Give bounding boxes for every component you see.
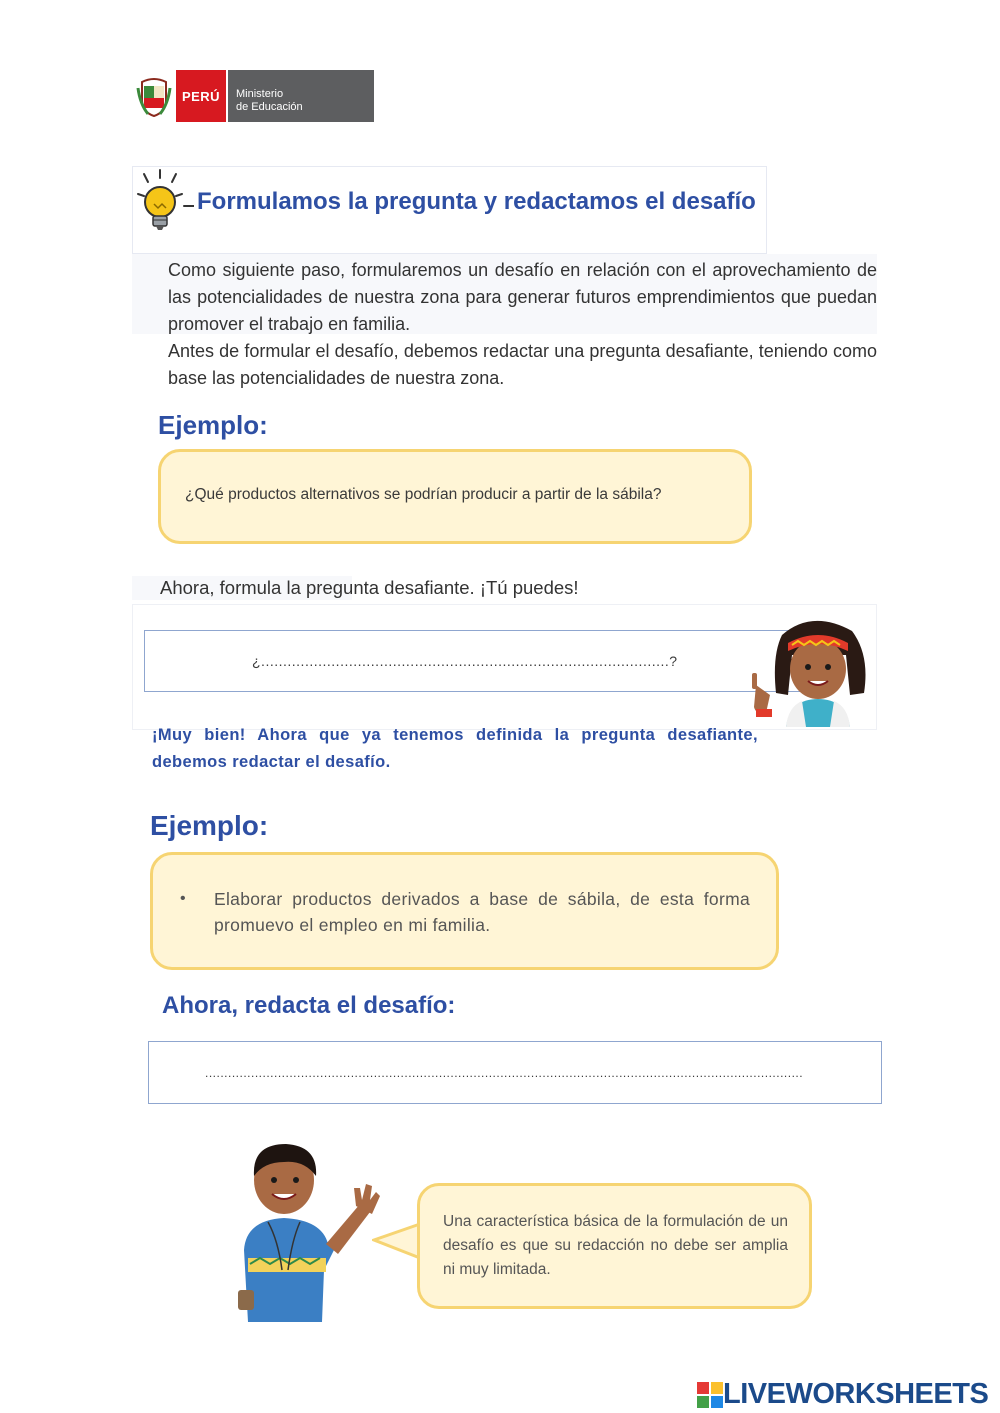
challenge-answer-placeholder: ............................................................................................................................................................ (205, 1066, 804, 1080)
speech-bubble-tail (372, 1218, 422, 1273)
example2-bullet: • (180, 890, 186, 907)
speech-bubble-text: Una característica básica de la formulación de un desafío es que su redacción no debe ser amplia ni muy limitada. (443, 1213, 788, 1278)
ministry-line1: Ministerio (236, 88, 284, 100)
girl-illustration (742, 615, 876, 732)
lightbulb-icon (134, 168, 194, 253)
liveworksheets-logo (697, 1378, 988, 1411)
intro-text (168, 257, 877, 392)
peru-label: PERÚ (176, 70, 226, 122)
intro-paragraph-1: Como siguiente paso, formularemos un desafío en relación con el aprovechamiento de las potencialidades de nuestra zona para generar futuros emprendimientos que puedan promover el trabajo en familia. (168, 260, 877, 334)
example2-text: Elaborar productos derivados a base de sábila, de esta forma promuevo el empleo en mi familia. (214, 889, 750, 935)
example1-heading: Ejemplo: (158, 410, 268, 440)
prompt2-heading: Ahora, redacta el desafío: (162, 992, 456, 1019)
page-title: Formulamos la pregunta y redactamos el desafío (197, 188, 756, 215)
intro-paragraph-2: Antes de formular el desafío, debemos redactar una pregunta desafiante, teniendo como base las potencialidades de nuestra zona. (168, 341, 877, 388)
minedu-logo (132, 70, 374, 122)
example1-text: ¿Qué productos alternativos se podrían producir a partir de la sábila? (185, 486, 662, 503)
liveworksheets-text: LIVEWORKSHEETS (723, 1378, 989, 1410)
ministry-label (226, 70, 374, 122)
example2-heading: Ejemplo: (150, 810, 269, 841)
prompt1-text: Ahora, formula la pregunta desafiante. ¡Tú puedes! (160, 577, 579, 598)
muy-bien-text: ¡Muy bien! Ahora que ya tenemos definida la pregunta desafiante, debemos redactar el desafío. (152, 726, 758, 771)
boy-illustration (238, 1140, 380, 1327)
ministry-line2: de Educación (236, 101, 303, 113)
coat-of-arms-icon (132, 70, 176, 122)
liveworksheets-grid-icon (697, 1382, 723, 1408)
question-answer-placeholder: ¿.............................................................................................? (252, 653, 678, 669)
